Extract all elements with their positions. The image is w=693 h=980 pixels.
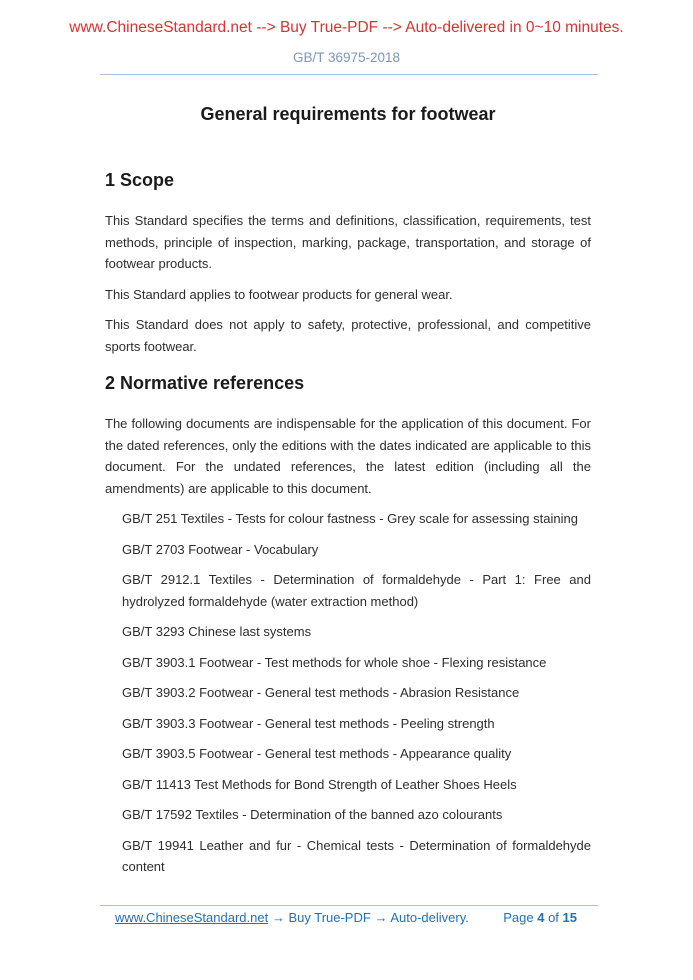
section-heading-scope: 1 Scope	[105, 170, 175, 190]
reference-item: GB/T 2912.1 Textiles - Determination of formaldehyde - Part 1: Free and hydrolyzed formaldehyde (water extraction method)	[122, 572, 591, 609]
reference-item: GB/T 3903.5 Footwear - General test methods - Appearance quality	[122, 746, 512, 761]
footer-buy-label: Buy True-PDF	[288, 910, 371, 925]
page-total: 15	[562, 910, 577, 925]
reference-item: GB/T 3903.1 Footwear - Test methods for whole shoe - Flexing resistance	[122, 654, 547, 670]
reference-item: GB/T 17592 Textiles - Determination of the banned azo colourants	[122, 807, 503, 822]
scope-paragraph: This Standard does not apply to safety, protective, professional, and competitive sports footwear.	[105, 317, 591, 354]
header-rule	[100, 74, 598, 75]
page-indicator	[503, 909, 577, 926]
reference-item: GB/T 251 Textiles - Tests for colour fastness - Grey scale for assessing staining	[122, 511, 578, 526]
scope-paragraph: This Standard applies to footwear products for general wear.	[105, 286, 453, 302]
normative-intro-paragraph: The following documents are indispensable for the application of this document. For the dated references, only the editions with the dates indicated are applicable to this document. For the undated references, the latest edition (including all the amendments) are applicable to this document.	[105, 416, 591, 496]
section-heading-normative-references: 2 Normative references	[105, 373, 305, 393]
reference-item: GB/T 3293 Chinese last systems	[122, 624, 312, 639]
arrow-right-icon: →	[271, 910, 285, 925]
footer-promo	[115, 909, 469, 926]
scope-paragraph: This Standard specifies the terms and definitions, classification, requirements, test methods, principle of inspection, marking, package, transportation, and storage of footwear products.	[105, 213, 591, 271]
footer-row	[0, 906, 693, 926]
page-footer	[0, 905, 693, 926]
document-title: General requirements for footwear	[200, 104, 496, 124]
page-label: Page	[503, 910, 534, 925]
of-label: of	[548, 910, 559, 925]
footer-delivery-label: Auto-delivery.	[390, 910, 469, 925]
reference-item: GB/T 3903.3 Footwear - General test methods - Peeling strength	[122, 715, 495, 731]
document-body	[0, 104, 693, 878]
reference-item: GB/T 3903.2 Footwear - General test methods - Abrasion Resistance	[122, 685, 520, 700]
page-number: 4	[537, 910, 545, 925]
promo-banner: www.ChineseStandard.net --> Buy True-PDF --> Auto-delivered in 0~10 minutes.	[69, 19, 624, 36]
reference-item: GB/T 19941 Leather and fur - Chemical tests - Determination of formaldehyde content	[122, 837, 591, 874]
reference-item: GB/T 11413 Test Methods for Bond Strength of Leather Shoes Heels	[122, 776, 517, 792]
footer-site-link[interactable]: www.ChineseStandard.net	[115, 910, 269, 925]
doc-number: GB/T 36975-2018	[292, 50, 401, 65]
arrow-right-icon: →	[374, 910, 388, 925]
reference-item: GB/T 2703 Footwear - Vocabulary	[122, 541, 319, 557]
